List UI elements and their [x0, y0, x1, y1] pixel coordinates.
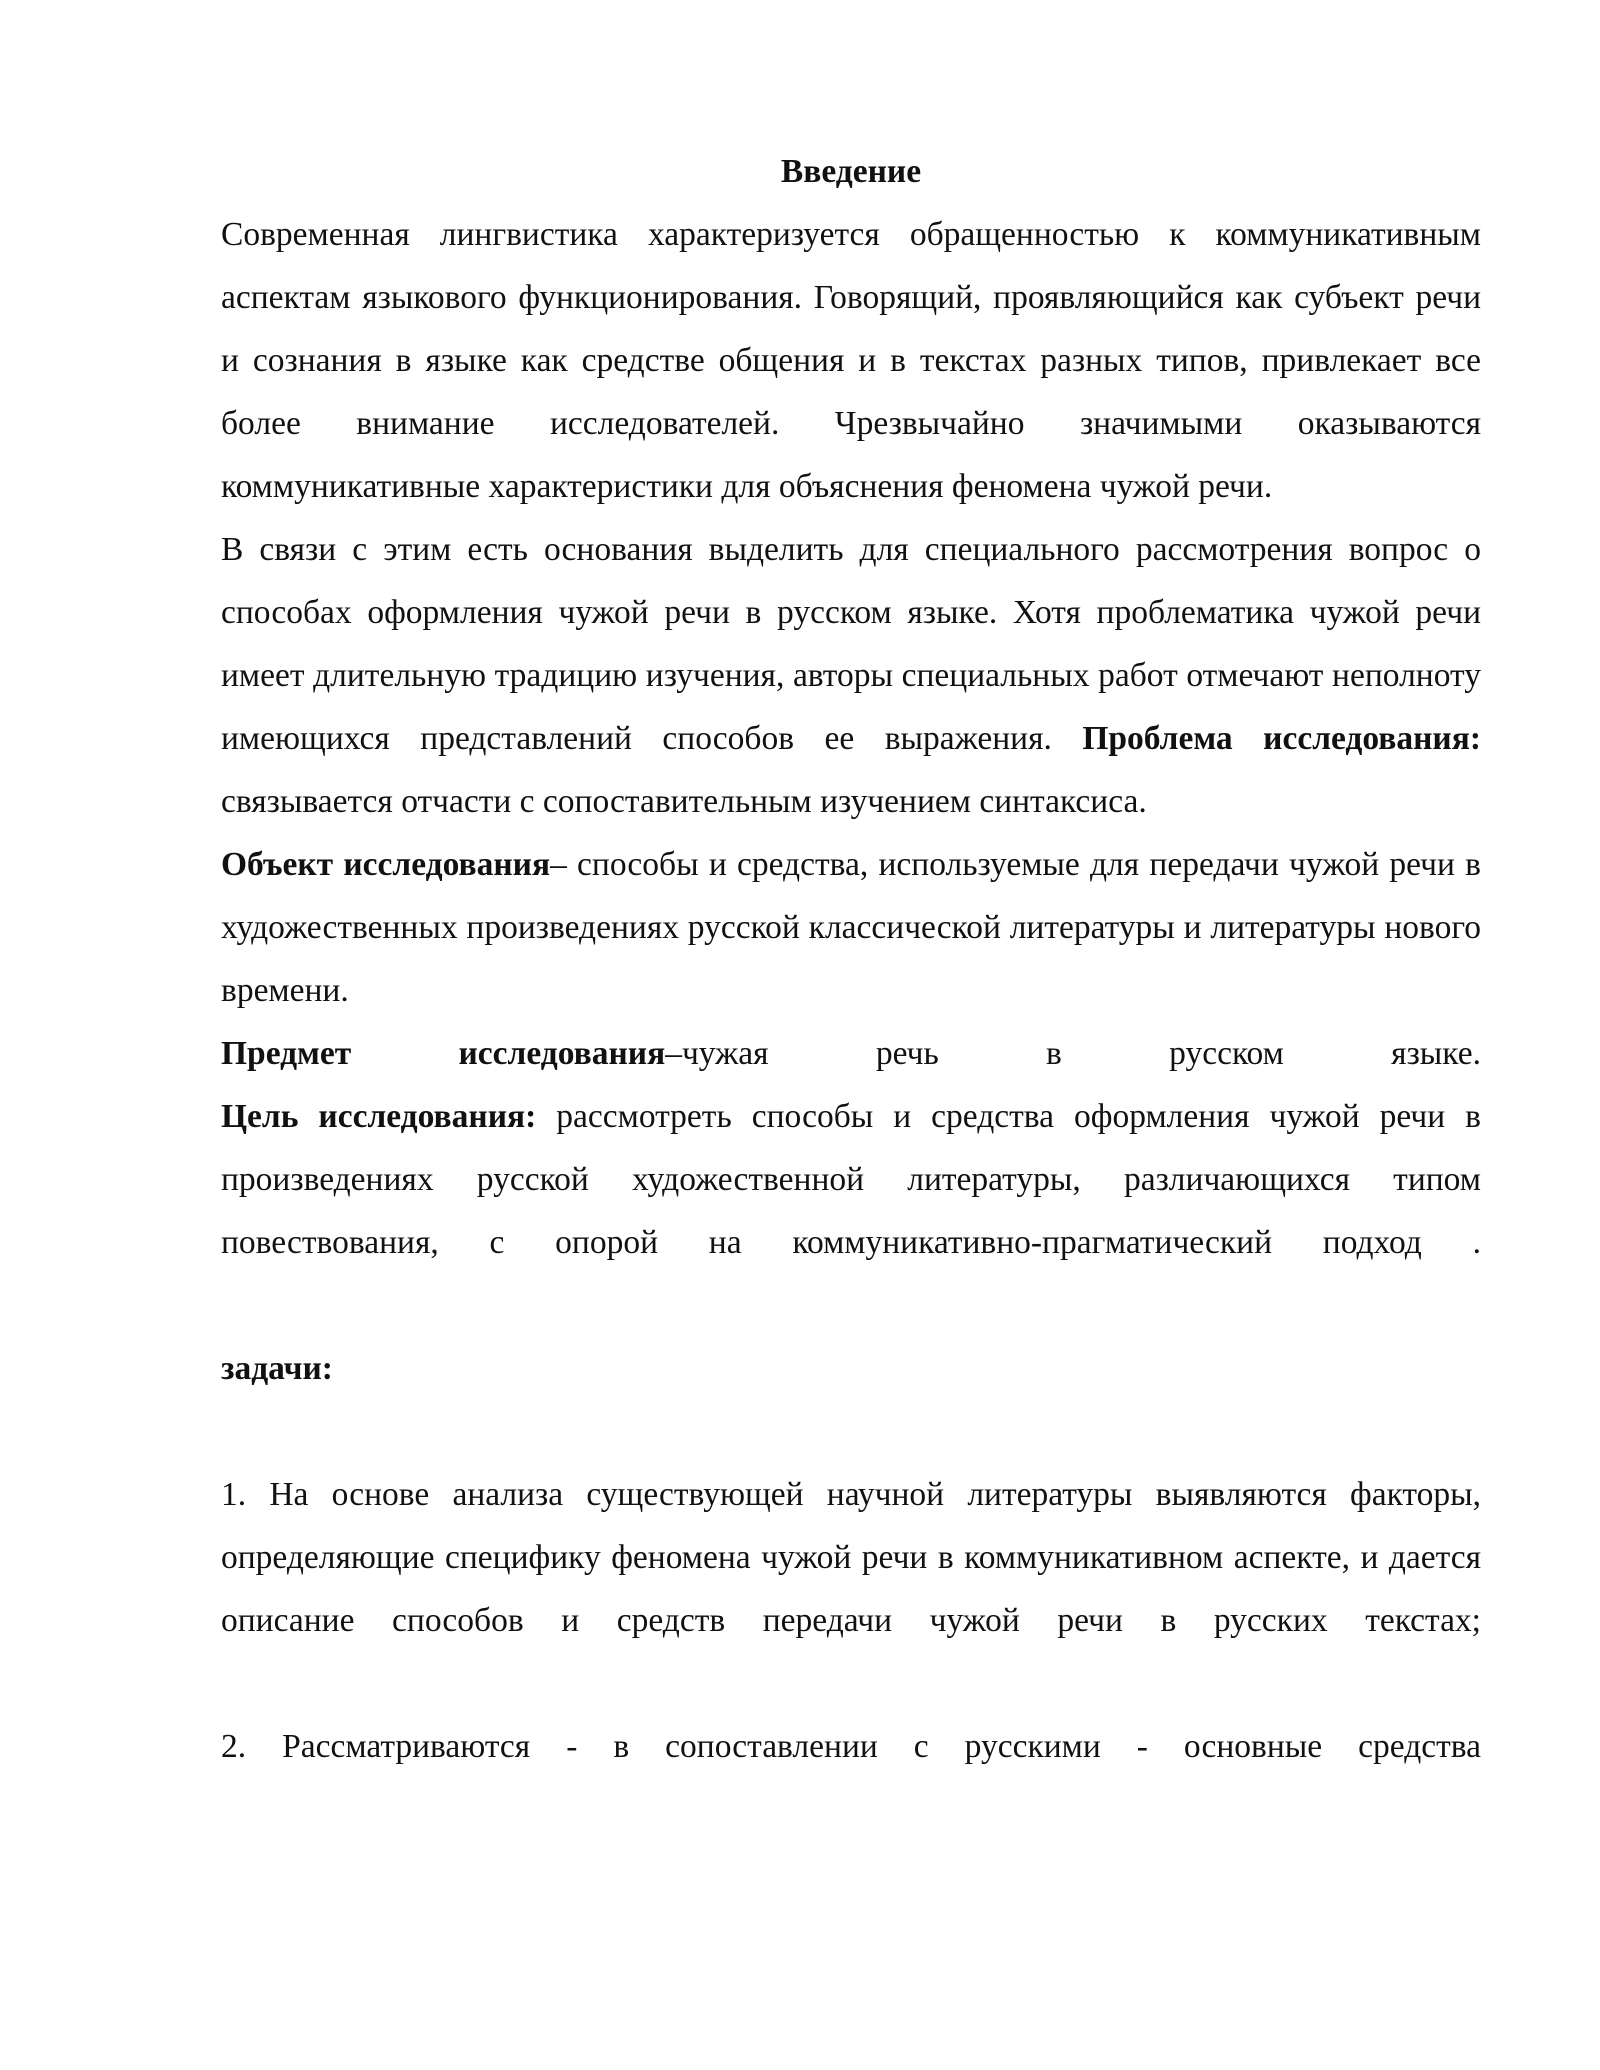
task-item-1: 1. На основе анализа существующей научной литературы выявляются факторы, определяющие специфику феномена чужой речи в коммуникативном аспекте, и дается описание способов и средств передачи чужой речи в русских текстах;: [221, 1476, 1481, 1639]
problem-label: Проблема исследования:: [1082, 720, 1481, 757]
goal-text: рассмотреть способы и средства оформления чужой речи в произведениях русской художественной литературы, различающихся типом повествования, с опорой на коммуникативно-прагматический подход .: [221, 1098, 1481, 1261]
document-page: [221, 140, 1481, 1778]
blank-line: [221, 1400, 1481, 1463]
tasks-heading-label: задачи:: [221, 1350, 333, 1387]
object-text: – способы и средства, используемые для передачи чужой речи в художественных произведениях русской классической литературы и литературы нового времени.: [221, 846, 1481, 1009]
task-item-2: 2. Рассматриваются - в сопоставлении с русскими - основные средства: [221, 1728, 1481, 1765]
document-title: Введение: [780, 153, 922, 190]
subject-paragraph: [221, 1022, 1481, 1085]
goal-paragraph: [221, 1085, 1481, 1274]
subject-text: –чужая речь в русском языке.: [665, 1035, 1481, 1072]
goal-label: Цель исследования:: [221, 1098, 537, 1135]
intro-paragraph-2-text: В связи с этим есть основания выделить для специального рассмотрения вопрос о способах оформления чужой речи в русском языке. Хотя проблематика чужой речи имеет длительную традицию изучения, авторы специальных работ отмечают неполноту имеющихся представлений способов ее выражения.: [221, 531, 1481, 757]
blank-line: [221, 1652, 1481, 1715]
intro-paragraph-1: Современная лингвистика характеризуется обращенностью к коммуникативным аспектам языкового функционирования. Говорящий, проявляющийся как субъект речи и сознания в языке как средстве общения и в текстах разных типов, привлекает все более внимание исследователей. Чрезвычайно значимыми оказываются коммуникативные характеристики для объяснения феномена чужой речи.: [221, 216, 1481, 505]
tasks-heading: [221, 1337, 1481, 1400]
intro-paragraph-2: [221, 518, 1481, 833]
object-paragraph: [221, 833, 1481, 1022]
blank-line: [221, 1274, 1481, 1337]
problem-text: связывается отчасти с сопоставительным изучением синтаксиса.: [221, 783, 1147, 820]
subject-label: Предмет исследования: [221, 1035, 666, 1072]
object-label: Объект исследования: [221, 846, 551, 883]
